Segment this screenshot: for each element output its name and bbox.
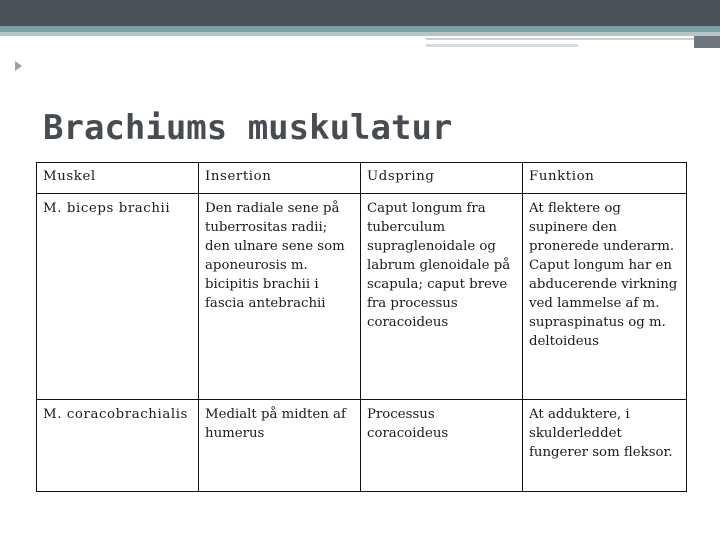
cell-insertion: Den radiale sene på tuberrositas radii; den ulnare sene som aponeurosis m. bicipitis brachii i fascia antebrachii	[199, 194, 361, 400]
table-header-row	[37, 163, 687, 194]
cell-insertion: Medialt på midten af humerus	[199, 400, 361, 492]
header-cell-udspring: Udspring	[361, 163, 523, 194]
header-cell-muskel: Muskel	[37, 163, 199, 194]
header-accent-line	[426, 38, 694, 40]
header-bar-dark	[0, 0, 720, 26]
muscle-table	[36, 162, 687, 492]
header-bar-gray	[0, 32, 720, 36]
header-cell-funktion: Funktion	[523, 163, 687, 194]
cell-udspring: Processus coracoideus	[361, 400, 523, 492]
table-row	[37, 194, 687, 400]
cell-funktion: At adduktere, i skulderleddet fungerer som fleksor.	[523, 400, 687, 492]
bullet-arrow-icon	[15, 61, 22, 71]
slide-title: Brachiums muskulatur	[43, 108, 453, 148]
header-cell-insertion: Insertion	[199, 163, 361, 194]
cell-funktion: At flektere og supinere den pronerede underarm. Caput longum har en abducerende virkning ved lammelse af m. supraspinatus og m. deltoideus	[523, 194, 687, 400]
cell-muskel: M. coracobrachialis	[37, 400, 199, 492]
table-row	[37, 400, 687, 492]
header-accent-line-short	[426, 44, 578, 47]
cell-muskel: M. biceps brachii	[37, 194, 199, 400]
cell-udspring: Caput longum fra tuberculum supraglenoidale og labrum glenoidale på scapula; caput breve fra processus coracoideus	[361, 194, 523, 400]
header-corner-block	[694, 36, 720, 48]
